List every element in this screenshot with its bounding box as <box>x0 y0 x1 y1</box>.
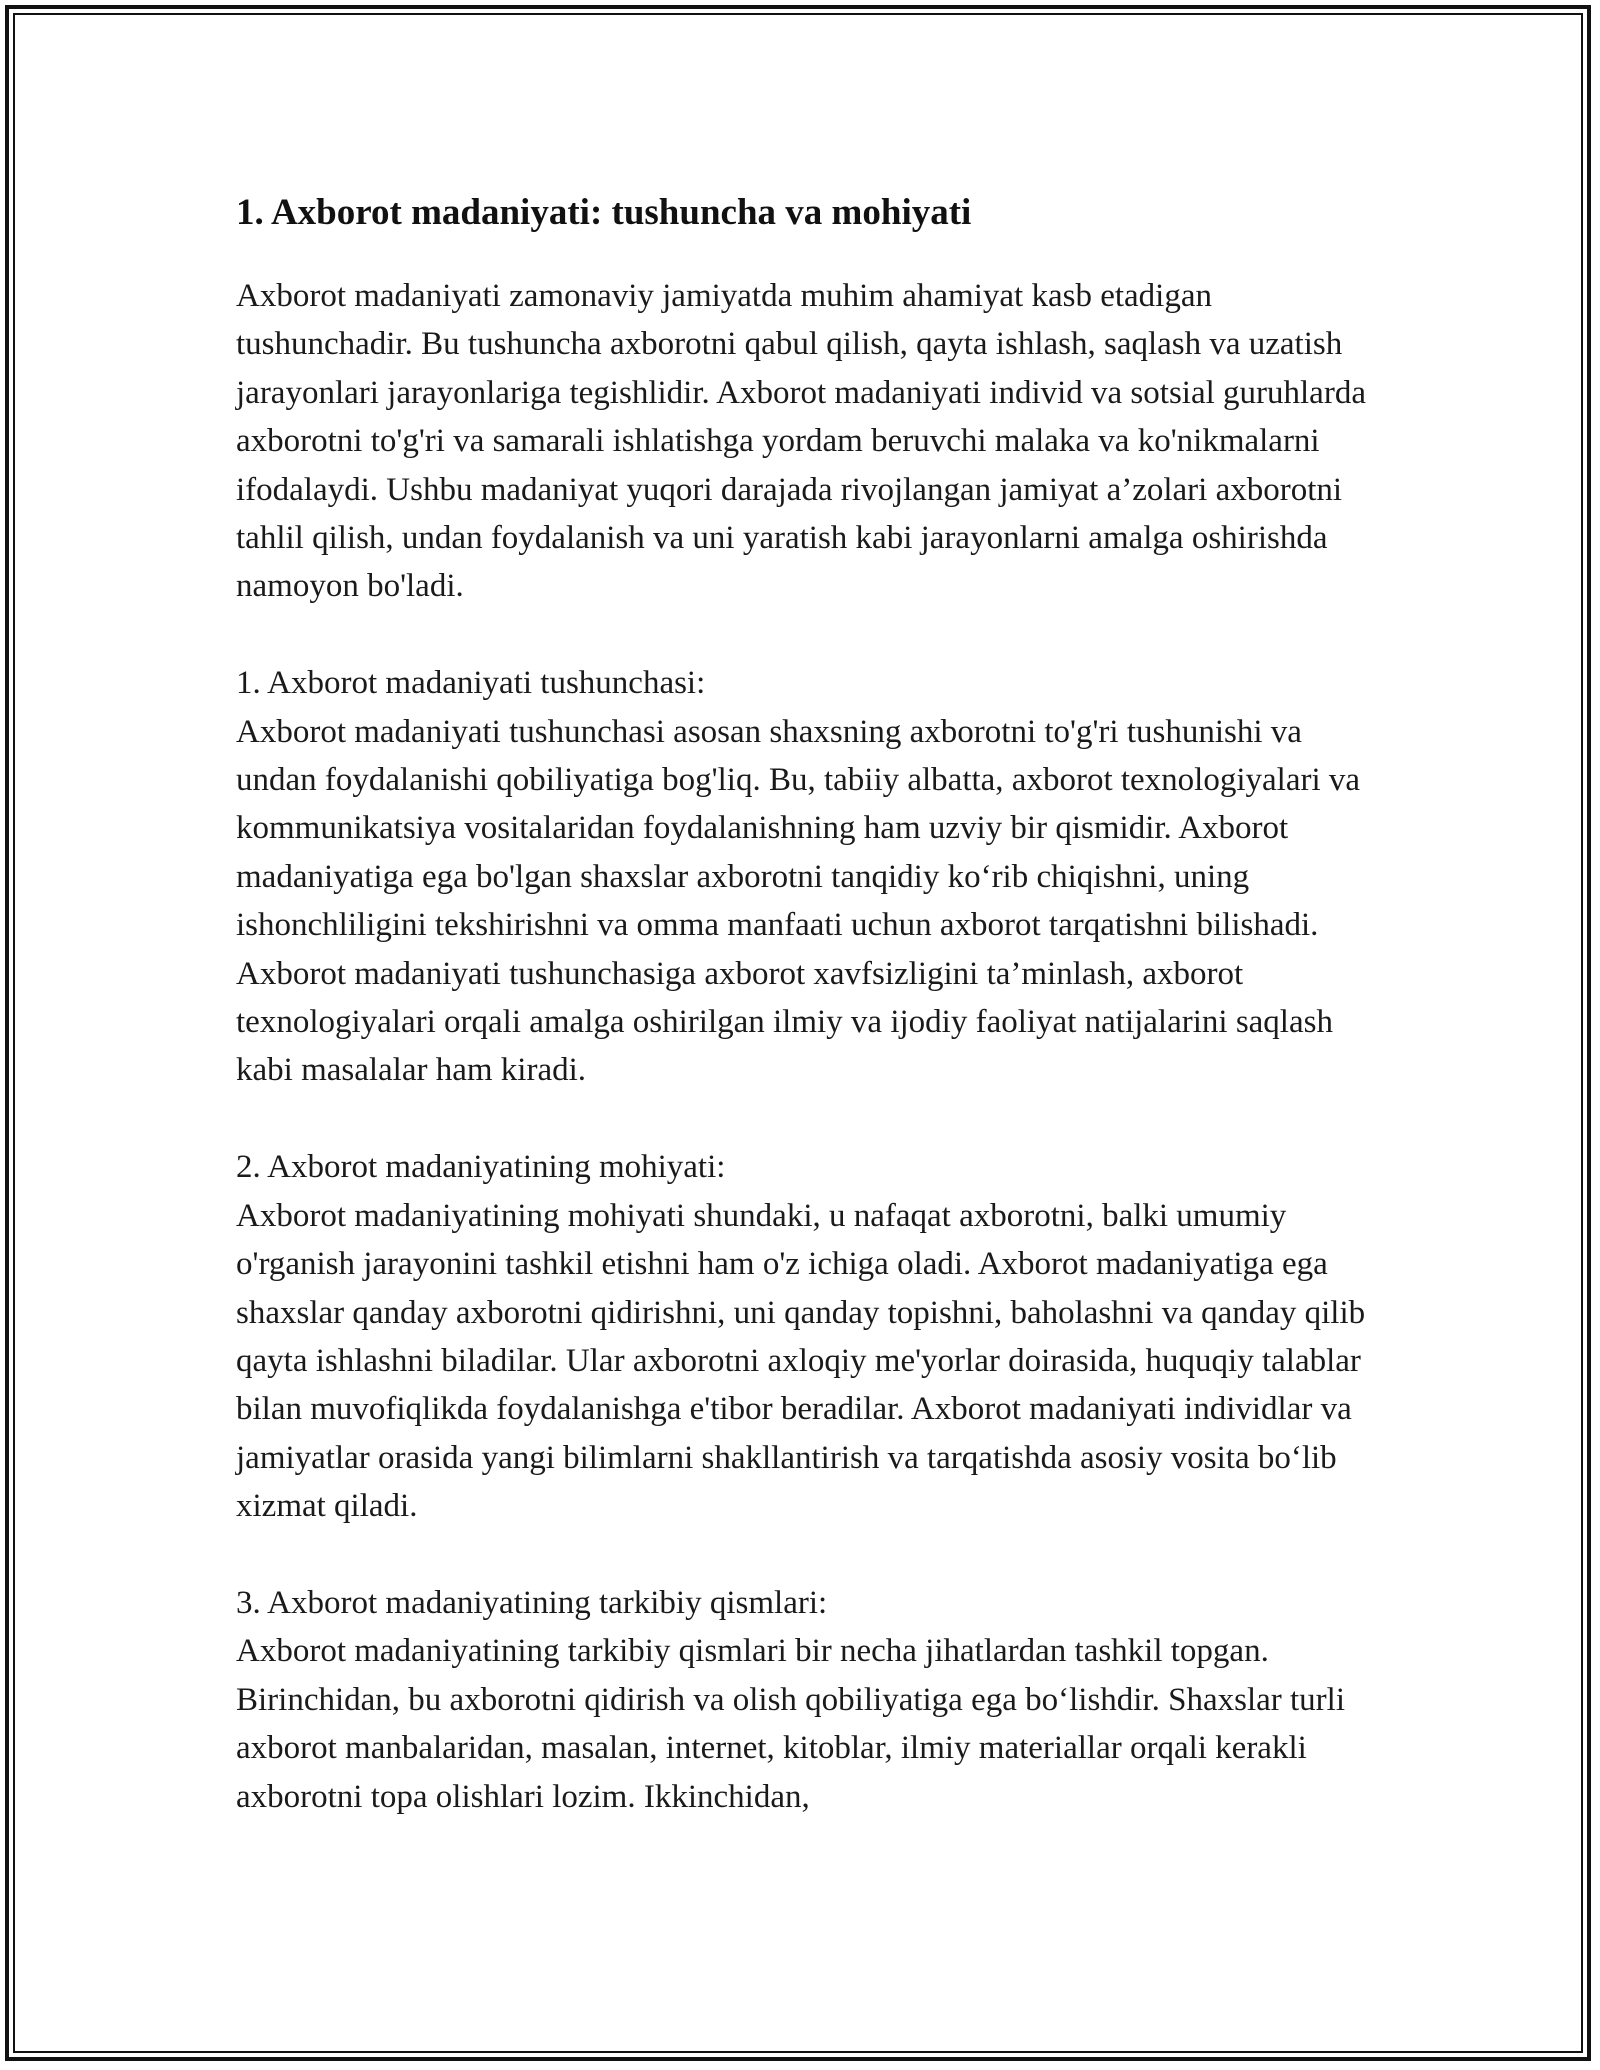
section-paragraph: Axborot madaniyatining tarkibiy qismlari bir necha jihatlardan tashkil topgan. Birinchidan, bu axborotni qidirish va olish qobiliyatiga ega bo‘lishdir. Shaxslar turli axborot manbalaridan, masalan, internet, kitoblar, ilmiy materiallar orqali kerakli axborotni topa olishlari lozim. Ikkinchidan, <box>236 1633 1346 1815</box>
document-title: 1. Axborot madaniyati: tushuncha va mohiyati <box>236 192 972 233</box>
section-heading: 1. Axborot madaniyati tushunchasi: <box>236 665 706 702</box>
document-body <box>236 186 1366 1821</box>
section-concept <box>236 659 1366 1095</box>
section-essence <box>236 1143 1366 1530</box>
section-heading: 3. Axborot madaniyatining tarkibiy qismlari: <box>236 1584 828 1621</box>
section-components <box>236 1579 1366 1821</box>
section-paragraph: Axborot madaniyati tushunchasi asosan shaxsning axborotni to'g'ri tushunishi va undan foydalanishi qobiliyatiga bog'liq. Bu, tabiiy albatta, axborot texnologiyalari va kommunikatsiya vositalaridan foydalanishning ham uzviy bir qismidir. Axborot madaniyatiga ega bo'lgan shaxslar axborotni tanqidiy ko‘rib chiqishni, uning ishonchliligini tekshirishni va omma manfaati uchun axborot tarqatishni bilishadi. Axborot madaniyati tushunchasiga axborot xavfsizligini ta’minlash, axborot texnologiyalari orqali amalga oshirilgan ilmiy va ijodiy faoliyat natijalarini saqlash kabi masalalar ham kiradi. <box>236 713 1361 1089</box>
section-heading: 2. Axborot madaniyatining mohiyati: <box>236 1149 726 1186</box>
section-paragraph: Axborot madaniyatining mohiyati shundaki, u nafaqat axborotni, balki umumiy o'rganish jarayonini tashkil etishni ham o'z ichiga oladi. Axborot madaniyatiga ega shaxslar qanday axborotni qidirishni, uni qanday topishni, baholashni va qanday qilib qayta ishlashni biladilar. Ular axborotni axloqiy me'yorlar doirasida, huquqiy talablar bilan muvofiqlikda foydalanishga e'tibor beradilar. Axborot madaniyati individlar va jamiyatlar orasida yangi bilimlarni shakllantirish va tarqatishda asosiy vosita bo‘lib xizmat qiladi. <box>236 1197 1366 1525</box>
intro-paragraph: Axborot madaniyati zamonaviy jamiyatda muhim ahamiyat kasb etadigan tushunchadir. Bu tushuncha axborotni qabul qilish, qayta ishlash, saqlash va uzatish jarayonlari jarayonlariga tegishlidir. Axborot madaniyati individ va sotsial guruhlarda axborotni to'g'ri va samarali ishlatishga yordam beruvchi malaka va ko'nikmalarni ifodalaydi. Ushbu madaniyat yuqori darajada rivojlangan jamiyat a’zolari axborotni tahlil qilish, undan foydalanish va uni yaratish kabi jarayonlarni amalga oshirishda namoyon bo'ladi. <box>236 278 1366 605</box>
